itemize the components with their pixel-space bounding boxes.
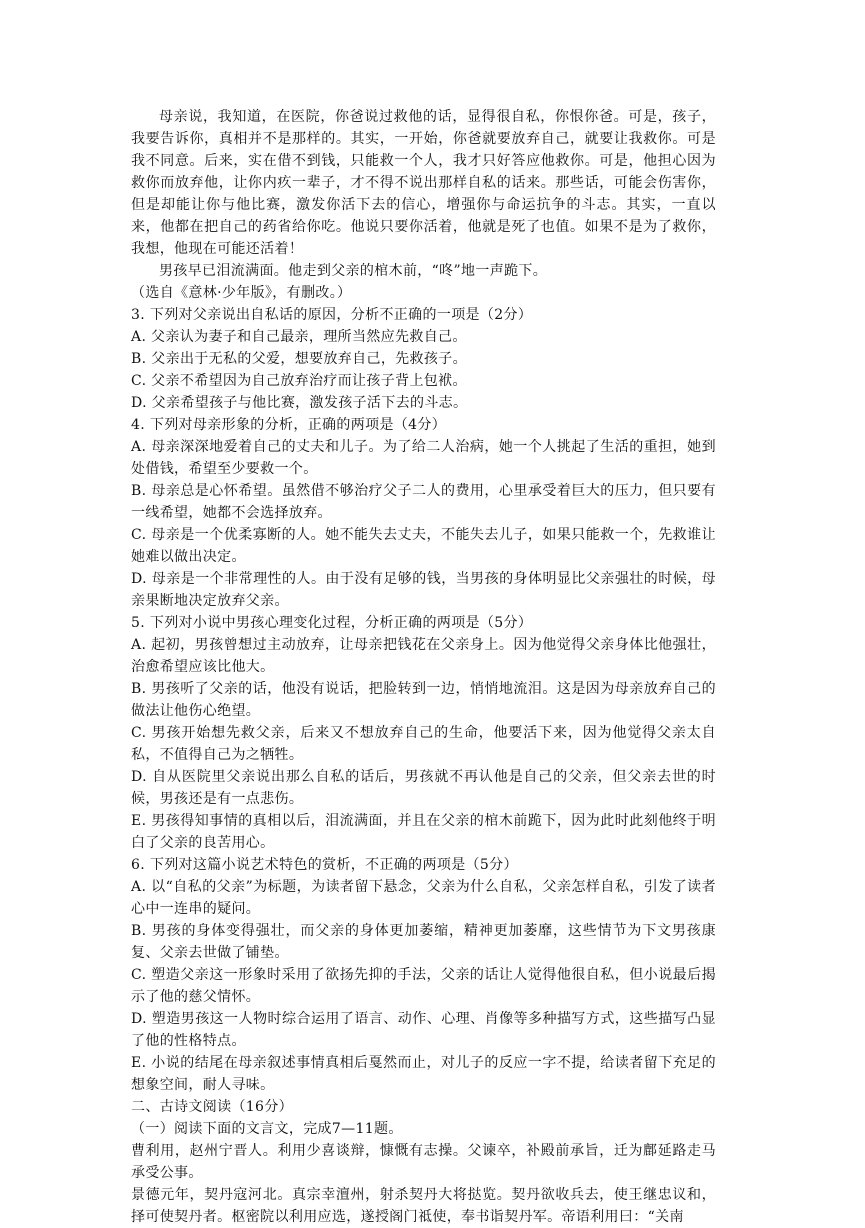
story-paragraph-2: 男孩早已泪流满面。他走到父亲的棺木前，“咚”地一声跪下。	[159, 263, 548, 279]
option-text: E. 小说的结尾在母亲叙述事情真相后戛然而止，对儿子的反应一字不提，给读者留下充足的想象空间，耐人寻味。	[131, 1055, 716, 1093]
story-source: （选自《意林·少年版》，有删改。）	[131, 285, 352, 301]
option-text: D. 父亲希望孩子与他比赛，激发孩子活下去的斗志。	[131, 395, 468, 411]
question-5	[131, 612, 716, 854]
option-text: A. 起初，男孩曾想过主动放弃，让母亲把钱花在父亲身上。因为他觉得父亲身体比他强壮，治愈希望应该比他大。	[131, 637, 716, 675]
question-3	[131, 304, 716, 414]
classical-paragraph-1: 曹利用，赵州宁晋人。利用少喜谈辩，慷慨有志操。父谏卒，补殿前承旨，迁为鄜延路走马承受公事。	[131, 1143, 716, 1181]
option-text: D. 母亲是一个非常理性的人。由于没有足够的钱，当男孩的身体明显比父亲强壮的时候，母亲果断地决定放弃父亲。	[131, 571, 716, 609]
document-body	[131, 106, 716, 1228]
question-stem: 3. 下列对父亲说出自私话的原因，分析不正确的一项是（2分）	[131, 307, 533, 323]
question-4	[131, 414, 716, 612]
option-text: D. 塑造男孩这一人物时综合运用了语言、动作、心理、肖像等多种描写方式，这些描写凸显了他的性格特点。	[131, 1011, 716, 1049]
story-paragraph-1: 母亲说，我知道，在医院，你爸说过救他的话，显得很自私，你恨你爸。可是，孩子，我要告诉你，真相并不是那样的。其实，一开始，你爸就要放弃自己，就要让我救你。可是我不同意。后来，实在借不到钱，只能救一个人，我才只好答应他救你。可是，他担心因为救你而放弃他，让你内疚一辈子，才不得不说出那样自私的话来。那些话，可能会伤害你，但是却能让你与他比赛，激发你活下去的信心，增强你与命运抗争的斗志。其实，一直以来，他都在把自己的药省给你吃。他说只要你活着，他就是死了也值。如果不是为了救你，我想，他现在可能还活着！	[131, 109, 716, 257]
option-text: A. 母亲深深地爱着自己的丈夫和儿子。为了给二人治病，她一个人挑起了生活的重担，她到处借钱，希望至少要救一个。	[131, 439, 716, 477]
question-6	[131, 854, 716, 1096]
option-text: B. 男孩的身体变得强壮，而父亲的身体更加萎缩，精神更加萎靡，这些情节为下文男孩康复、父亲去世做了铺垫。	[131, 923, 716, 961]
section-heading: 二、古诗文阅读（16分）	[131, 1099, 294, 1115]
option-text: D. 自从医院里父亲说出那么自私的话后，男孩就不再认他是自己的父亲，但父亲去世的时候，男孩还是有一点悲伤。	[131, 769, 716, 807]
option-text: A. 以“自私的父亲”为标题，为读者留下悬念，父亲为什么自私，父亲怎样自私，引发了读者心中一连串的疑问。	[131, 879, 716, 917]
option-text: E. 男孩得知事情的真相以后，泪流满面，并且在父亲的棺木前跪下，因为此时此刻他终于明白了父亲的良苦用心。	[131, 813, 716, 851]
classical-paragraph-2: 景德元年，契丹寇河北。真宗幸澶州，射杀契丹大将挞览。契丹欲收兵去，使王继忠议和，择可使契丹者。枢密院以利用应选，遂授阁门祗使，奉书诣契丹军。帝语利用曰：“关南	[131, 1187, 716, 1225]
question-stem: 4. 下列对母亲形象的分析，正确的两项是（4分）	[131, 417, 447, 433]
option-text: C. 男孩开始想先救父亲，后来又不想放弃自己的生命，他要活下来，因为他觉得父亲太自私，不值得自己为之牺牲。	[131, 725, 716, 763]
question-stem: 6. 下列对这篇小说艺术特色的赏析，不正确的两项是（5分）	[131, 857, 518, 873]
option-text: A. 父亲认为妻子和自己最亲，理所当然应先救自己。	[131, 329, 467, 345]
option-text: C. 塑造父亲这一形象时采用了欲扬先抑的手法，父亲的话让人觉得他很自私，但小说最后揭示了他的慈父情怀。	[131, 967, 716, 1005]
question-stem: 5. 下列对小说中男孩心理变化过程，分析正确的两项是（5分）	[131, 615, 533, 631]
option-text: B. 父亲出于无私的父爱，想要放弃自己，先救孩子。	[131, 351, 467, 367]
option-text: C. 母亲是一个优柔寡断的人。她不能失去丈夫，不能失去儿子，如果只能救一个，先救谁让她难以做出决定。	[131, 527, 716, 565]
option-text: B. 母亲总是心怀希望。虽然借不够治疗父子二人的费用，心里承受着巨大的压力，但只要有一线希望，她都不会选择放弃。	[131, 483, 716, 521]
section-subheading: （一）阅读下面的文言文，完成7—11题。	[131, 1121, 403, 1137]
option-text: C. 父亲不希望因为自己放弃治疗而让孩子背上包袱。	[131, 373, 467, 389]
option-text: B. 男孩听了父亲的话，他没有说话，把脸转到一边，悄悄地流泪。这是因为母亲放弃自己的做法让他伤心绝望。	[131, 681, 716, 719]
